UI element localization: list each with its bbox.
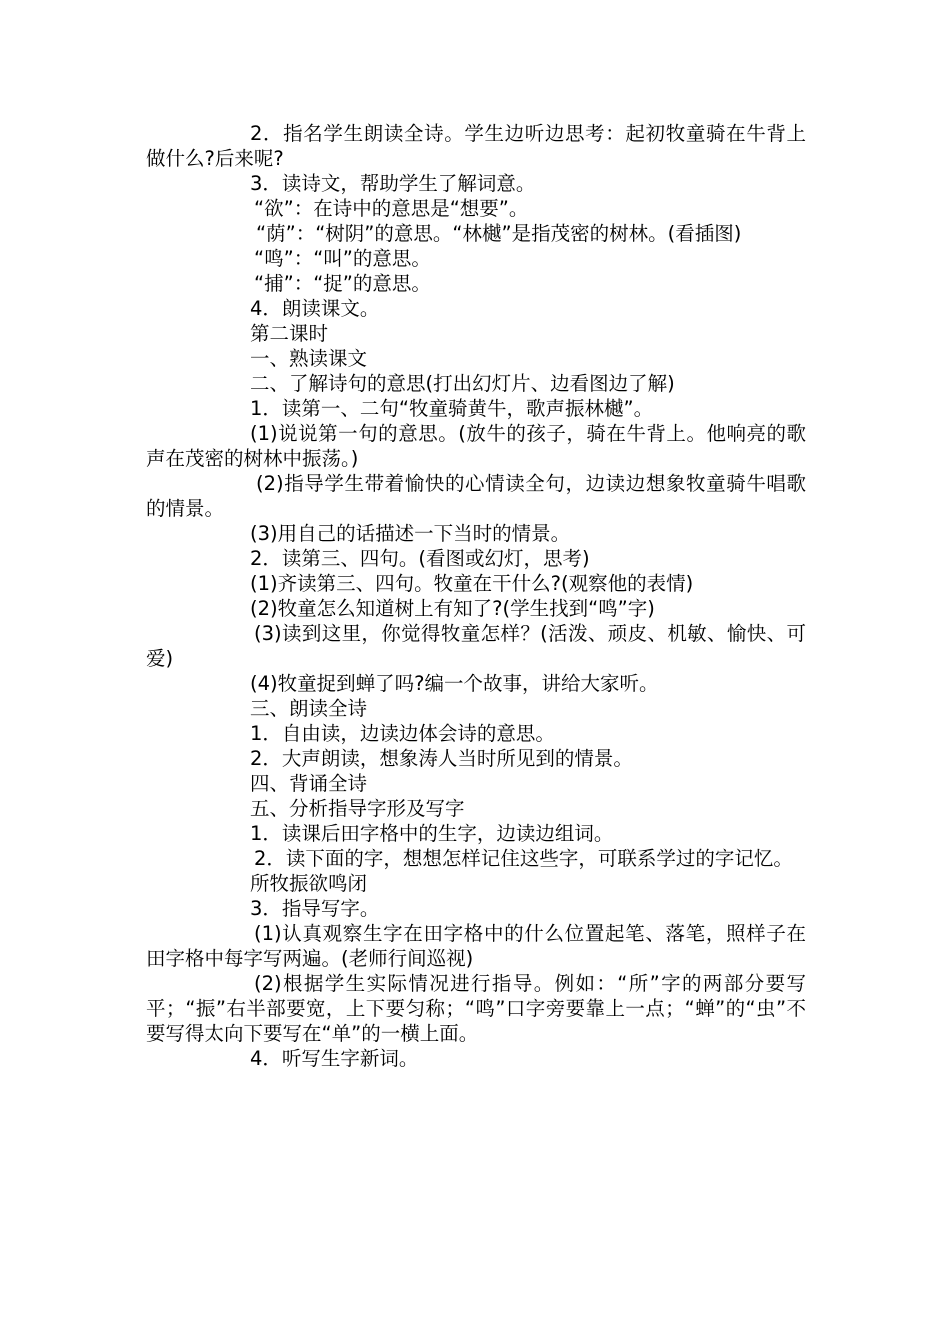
- section-heading: 二、了解诗句的意思(打出幻灯片、边看图边了解): [250, 372, 675, 395]
- paragraph: 3．读诗文，帮助学生了解词意。: [250, 172, 536, 195]
- paragraph: “欲”：在诗中的意思是“想要”。: [254, 197, 529, 220]
- paragraph: (3)用自己的话描述一下当时的情景。: [250, 522, 571, 545]
- paragraph: (2)指导学生带着愉快的心情读全句，边读边想象牧童骑牛唱歌的情景。: [146, 472, 806, 520]
- paragraph: (4)牧童捉到蝉了吗?编一个故事，讲给大家听。: [250, 672, 659, 695]
- document-page: [146, 121, 806, 1071]
- paragraph: 4．朗读课文。: [250, 297, 380, 320]
- paragraph: 1．自由读，边读边体会诗的意思。: [250, 722, 555, 745]
- paragraph: (1)说说第一句的意思。(放牛的孩子，骑在牛背上。他响亮的歌声在茂密的树林中振荡。): [146, 422, 806, 470]
- paragraph: “捕”：“捉”的意思。: [254, 272, 431, 295]
- character-list: 所牧振欲鸣闭: [250, 872, 368, 895]
- paragraph: (3)读到这里，你觉得牧童怎样？(活泼、顽皮、机敏、愉快、可爱): [146, 622, 806, 670]
- section-heading: 五、分析指导字形及写字: [250, 797, 465, 820]
- paragraph: “荫”：“树阴”的意思。“林樾”是指茂密的树林。(看插图): [256, 222, 742, 245]
- paragraph: 2．指名学生朗读全诗。学生边听边思考：起初牧童骑在牛背上做什么?后来呢?: [146, 122, 806, 170]
- section-heading: 第二课时: [250, 322, 329, 345]
- section-heading: 四、背诵全诗: [250, 772, 368, 795]
- paragraph: (2)牧童怎么知道树上有知了?(学生找到“鸣”字): [250, 597, 655, 620]
- paragraph: 2．读下面的字，想想怎样记住这些字，可联系学过的字记忆。: [254, 847, 793, 870]
- paragraph: (2)根据学生实际情况进行指导。例如：“所”字的两部分要写平；“振”右半部要宽，上下要匀称；“鸣”口字旁要靠上一点；“蝉”的“虫”不要写得太向下要写在“单”的一横上面。: [146, 972, 806, 1045]
- paragraph: 2．大声朗读，想象涛人当时所见到的情景。: [250, 747, 633, 770]
- paragraph: 1．读第一、二句“牧童骑黄牛，歌声振林樾”。: [250, 397, 654, 420]
- section-heading: 三、朗读全诗: [250, 697, 368, 720]
- paragraph: 4．听写生字新词。: [250, 1047, 419, 1070]
- paragraph: (1)认真观察生字在田字格中的什么位置起笔、落笔，照样子在田字格中每字写两遍。(老师行间巡视): [146, 922, 806, 970]
- paragraph: “鸣”：“叫”的意思。: [254, 247, 431, 270]
- paragraph: (1)齐读第三、四句。牧童在干什么?(观察他的表情): [250, 572, 694, 595]
- paragraph: 1．读课后田字格中的生字，边读边组词。: [250, 822, 614, 845]
- section-heading: 一、熟读课文: [250, 347, 368, 370]
- paragraph: 3．指导写字。: [250, 897, 380, 920]
- paragraph: 2．读第三、四句。(看图或幻灯，思考): [250, 547, 590, 570]
